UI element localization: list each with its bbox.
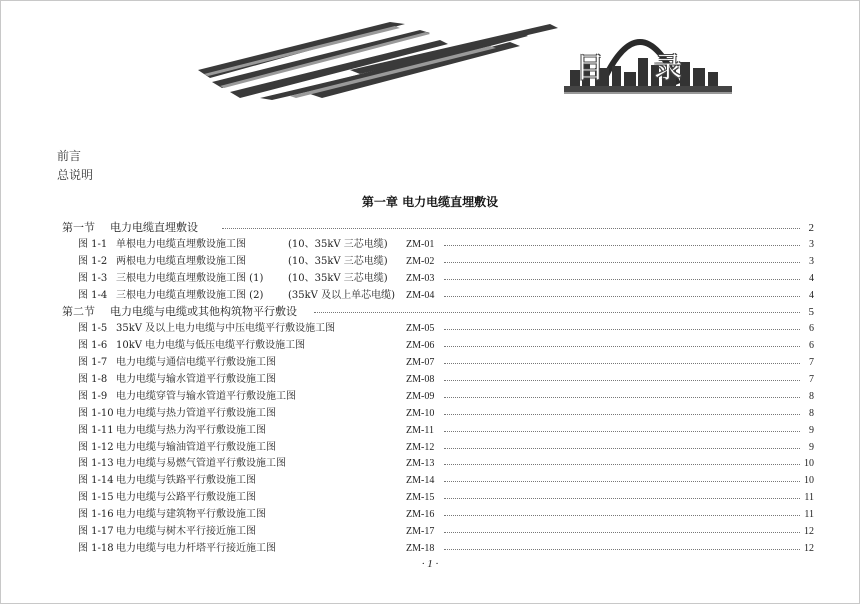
drawing-code: ZM-15 <box>406 492 435 504</box>
drawing-code: ZM-10 <box>406 407 435 419</box>
toc-figure-row[interactable] <box>62 271 814 288</box>
figure-number: 图 1-8 <box>78 374 108 386</box>
figure-page-number: 12 <box>804 542 814 554</box>
drawing-code: ZM-17 <box>406 526 435 538</box>
figure-title: 电力电缆穿管与输水管道平行敷设施工图 <box>116 390 296 402</box>
figure-number: 图 1-9 <box>78 390 108 402</box>
figure-spec: (10、35kV 三芯电缆) <box>288 272 388 284</box>
dot-leader <box>444 296 800 297</box>
toc-figure-row[interactable] <box>62 321 814 338</box>
drawing-code: ZM-12 <box>406 441 435 453</box>
dot-leader <box>222 228 800 229</box>
figure-page-number: 7 <box>809 357 814 369</box>
figure-page-number: 6 <box>809 323 814 335</box>
dot-leader <box>444 245 800 246</box>
dot-leader <box>314 312 800 313</box>
figure-spec: (10、35kV 三芯电缆) <box>288 238 388 250</box>
dot-leader <box>444 515 800 516</box>
figure-page-number: 9 <box>809 424 814 436</box>
toc-figure-row[interactable] <box>62 541 814 558</box>
figure-number: 图 1-5 <box>78 323 108 335</box>
figure-title: 电力电缆与树木平行接近施工图 <box>116 526 256 538</box>
figure-title: 两根电力电缆直埋敷设施工图 <box>116 255 246 267</box>
figure-number: 图 1-2 <box>78 255 108 267</box>
toc-figure-row[interactable] <box>62 507 814 524</box>
section-label: 第一节 <box>62 221 95 234</box>
drawing-code: ZM-06 <box>406 340 435 352</box>
dot-leader <box>444 498 800 499</box>
dot-leader <box>444 431 800 432</box>
drawing-code: ZM-09 <box>406 390 435 402</box>
drawing-code: ZM-07 <box>406 357 435 369</box>
toc-figure-row[interactable] <box>62 355 814 372</box>
dot-leader <box>444 532 800 533</box>
drawing-code: ZM-18 <box>406 542 435 554</box>
drawing-code: ZM-01 <box>406 238 435 250</box>
drawing-code: ZM-11 <box>406 424 434 436</box>
figure-page-number: 7 <box>809 374 814 386</box>
toc-figure-row[interactable] <box>62 288 814 305</box>
front-matter-general-notes[interactable]: 总说明 <box>57 168 94 182</box>
figure-number: 图 1-11 <box>78 424 114 436</box>
figure-number: 图 1-3 <box>78 272 108 284</box>
dot-leader <box>444 380 800 381</box>
figure-page-number: 10 <box>804 458 814 470</box>
figure-number: 图 1-12 <box>78 441 114 453</box>
figure-page-number: 9 <box>809 441 814 453</box>
dot-leader <box>444 481 800 482</box>
figure-page-number: 11 <box>804 492 814 504</box>
section-page-number: 2 <box>808 222 814 234</box>
figure-title: 10kV 电力电缆与低压电缆平行敷设施工图 <box>116 340 306 352</box>
figure-page-number: 3 <box>809 238 814 250</box>
page-number: · 1 · <box>421 558 439 570</box>
dot-leader <box>444 549 800 550</box>
toc-figure-row[interactable] <box>62 237 814 254</box>
dot-leader <box>444 448 800 449</box>
figure-page-number: 4 <box>809 272 814 284</box>
toc-figure-row[interactable] <box>62 406 814 423</box>
dot-leader <box>444 363 800 364</box>
section-title: 电力电缆直埋敷设 <box>110 221 198 234</box>
figure-title: 电力电缆与输水管道平行敷设施工图 <box>116 374 276 386</box>
toc-figure-row[interactable] <box>62 254 814 271</box>
section-page-number: 5 <box>808 306 814 319</box>
toc-section-row[interactable] <box>62 304 814 321</box>
header-banner <box>190 8 735 100</box>
figure-number: 图 1-4 <box>78 289 108 301</box>
toc-figure-row[interactable] <box>62 423 814 440</box>
figure-title: 35kV 及以上电力电缆与中压电缆平行敷设施工图 <box>116 323 336 335</box>
figure-number: 图 1-14 <box>78 475 114 487</box>
figure-page-number: 10 <box>804 475 814 487</box>
figure-title: 电力电缆与铁路平行敷设施工图 <box>116 475 256 487</box>
dot-leader <box>444 397 800 398</box>
figure-page-number: 8 <box>809 407 814 419</box>
figure-title: 三根电力电缆直埋敷设施工图 (1) <box>116 272 264 284</box>
drawing-code: ZM-08 <box>406 374 435 386</box>
figure-number: 图 1-1 <box>78 238 108 250</box>
figure-title: 电力电缆与电力杆塔平行接近施工图 <box>116 542 276 554</box>
drawing-code: ZM-02 <box>406 255 435 267</box>
drawing-code: ZM-04 <box>406 289 435 301</box>
section-title: 电力电缆与电缆或其他构筑物平行敷设 <box>110 305 297 319</box>
figure-title: 电力电缆与公路平行敷设施工图 <box>116 492 256 504</box>
drawing-code: ZM-13 <box>406 458 435 470</box>
toc-figure-row[interactable] <box>62 389 814 406</box>
table-of-contents <box>62 220 814 558</box>
dot-leader <box>444 414 800 415</box>
figure-title: 电力电缆与输油管道平行敷设施工图 <box>116 441 276 453</box>
toc-figure-row[interactable] <box>62 473 814 490</box>
figure-title: 电力电缆与热力管道平行敷设施工图 <box>116 407 276 419</box>
drawing-code: ZM-05 <box>406 323 435 335</box>
figure-number: 图 1-13 <box>78 458 114 470</box>
figure-page-number: 6 <box>809 340 814 352</box>
toc-figure-row[interactable] <box>62 440 814 457</box>
figure-title: 电力电缆与热力沟平行敷设施工图 <box>116 424 266 436</box>
figure-page-number: 12 <box>804 526 814 538</box>
dot-leader <box>444 346 800 347</box>
figure-number: 图 1-18 <box>78 542 114 554</box>
figure-number: 图 1-15 <box>78 492 114 504</box>
drawing-code: ZM-03 <box>406 272 435 284</box>
toc-figure-row[interactable] <box>62 524 814 541</box>
figure-spec: (10、35kV 三芯电缆) <box>288 255 388 267</box>
front-matter-preface[interactable]: 前言 <box>57 149 82 163</box>
figure-page-number: 11 <box>804 509 814 521</box>
dot-leader <box>444 279 800 280</box>
section-label: 第二节 <box>62 305 95 319</box>
drawing-code: ZM-16 <box>406 509 435 521</box>
toc-figure-row[interactable] <box>62 490 814 507</box>
figure-page-number: 3 <box>809 255 814 267</box>
figure-number: 图 1-6 <box>78 340 108 352</box>
figure-number: 图 1-17 <box>78 526 114 538</box>
toc-figure-row[interactable] <box>62 372 814 389</box>
page-title: 目录 <box>576 51 733 84</box>
toc-figure-row[interactable] <box>62 338 814 355</box>
figure-number: 图 1-16 <box>78 509 114 521</box>
figure-spec: (35kV 及以上单芯电缆) <box>288 289 395 301</box>
dot-leader <box>444 262 800 263</box>
chapter-title: 第一章 电力电缆直埋敷设 <box>361 195 499 209</box>
figure-title: 电力电缆与易燃气管道平行敷设施工图 <box>116 458 286 470</box>
figure-number: 图 1-10 <box>78 407 114 419</box>
figure-title: 电力电缆与建筑物平行敷设施工图 <box>116 509 266 521</box>
figure-title: 三根电力电缆直埋敷设施工图 (2) <box>116 289 264 301</box>
toc-figure-row[interactable] <box>62 456 814 473</box>
figure-page-number: 4 <box>809 289 814 301</box>
figure-number: 图 1-7 <box>78 357 108 369</box>
dot-leader <box>444 329 800 330</box>
figure-page-number: 8 <box>809 390 814 402</box>
dot-leader <box>444 464 800 465</box>
toc-section-row[interactable] <box>62 220 814 237</box>
figure-title: 电力电缆与通信电缆平行敷设施工图 <box>116 357 276 369</box>
figure-title: 单根电力电缆直埋敷设施工图 <box>116 238 246 250</box>
drawing-code: ZM-14 <box>406 475 435 487</box>
